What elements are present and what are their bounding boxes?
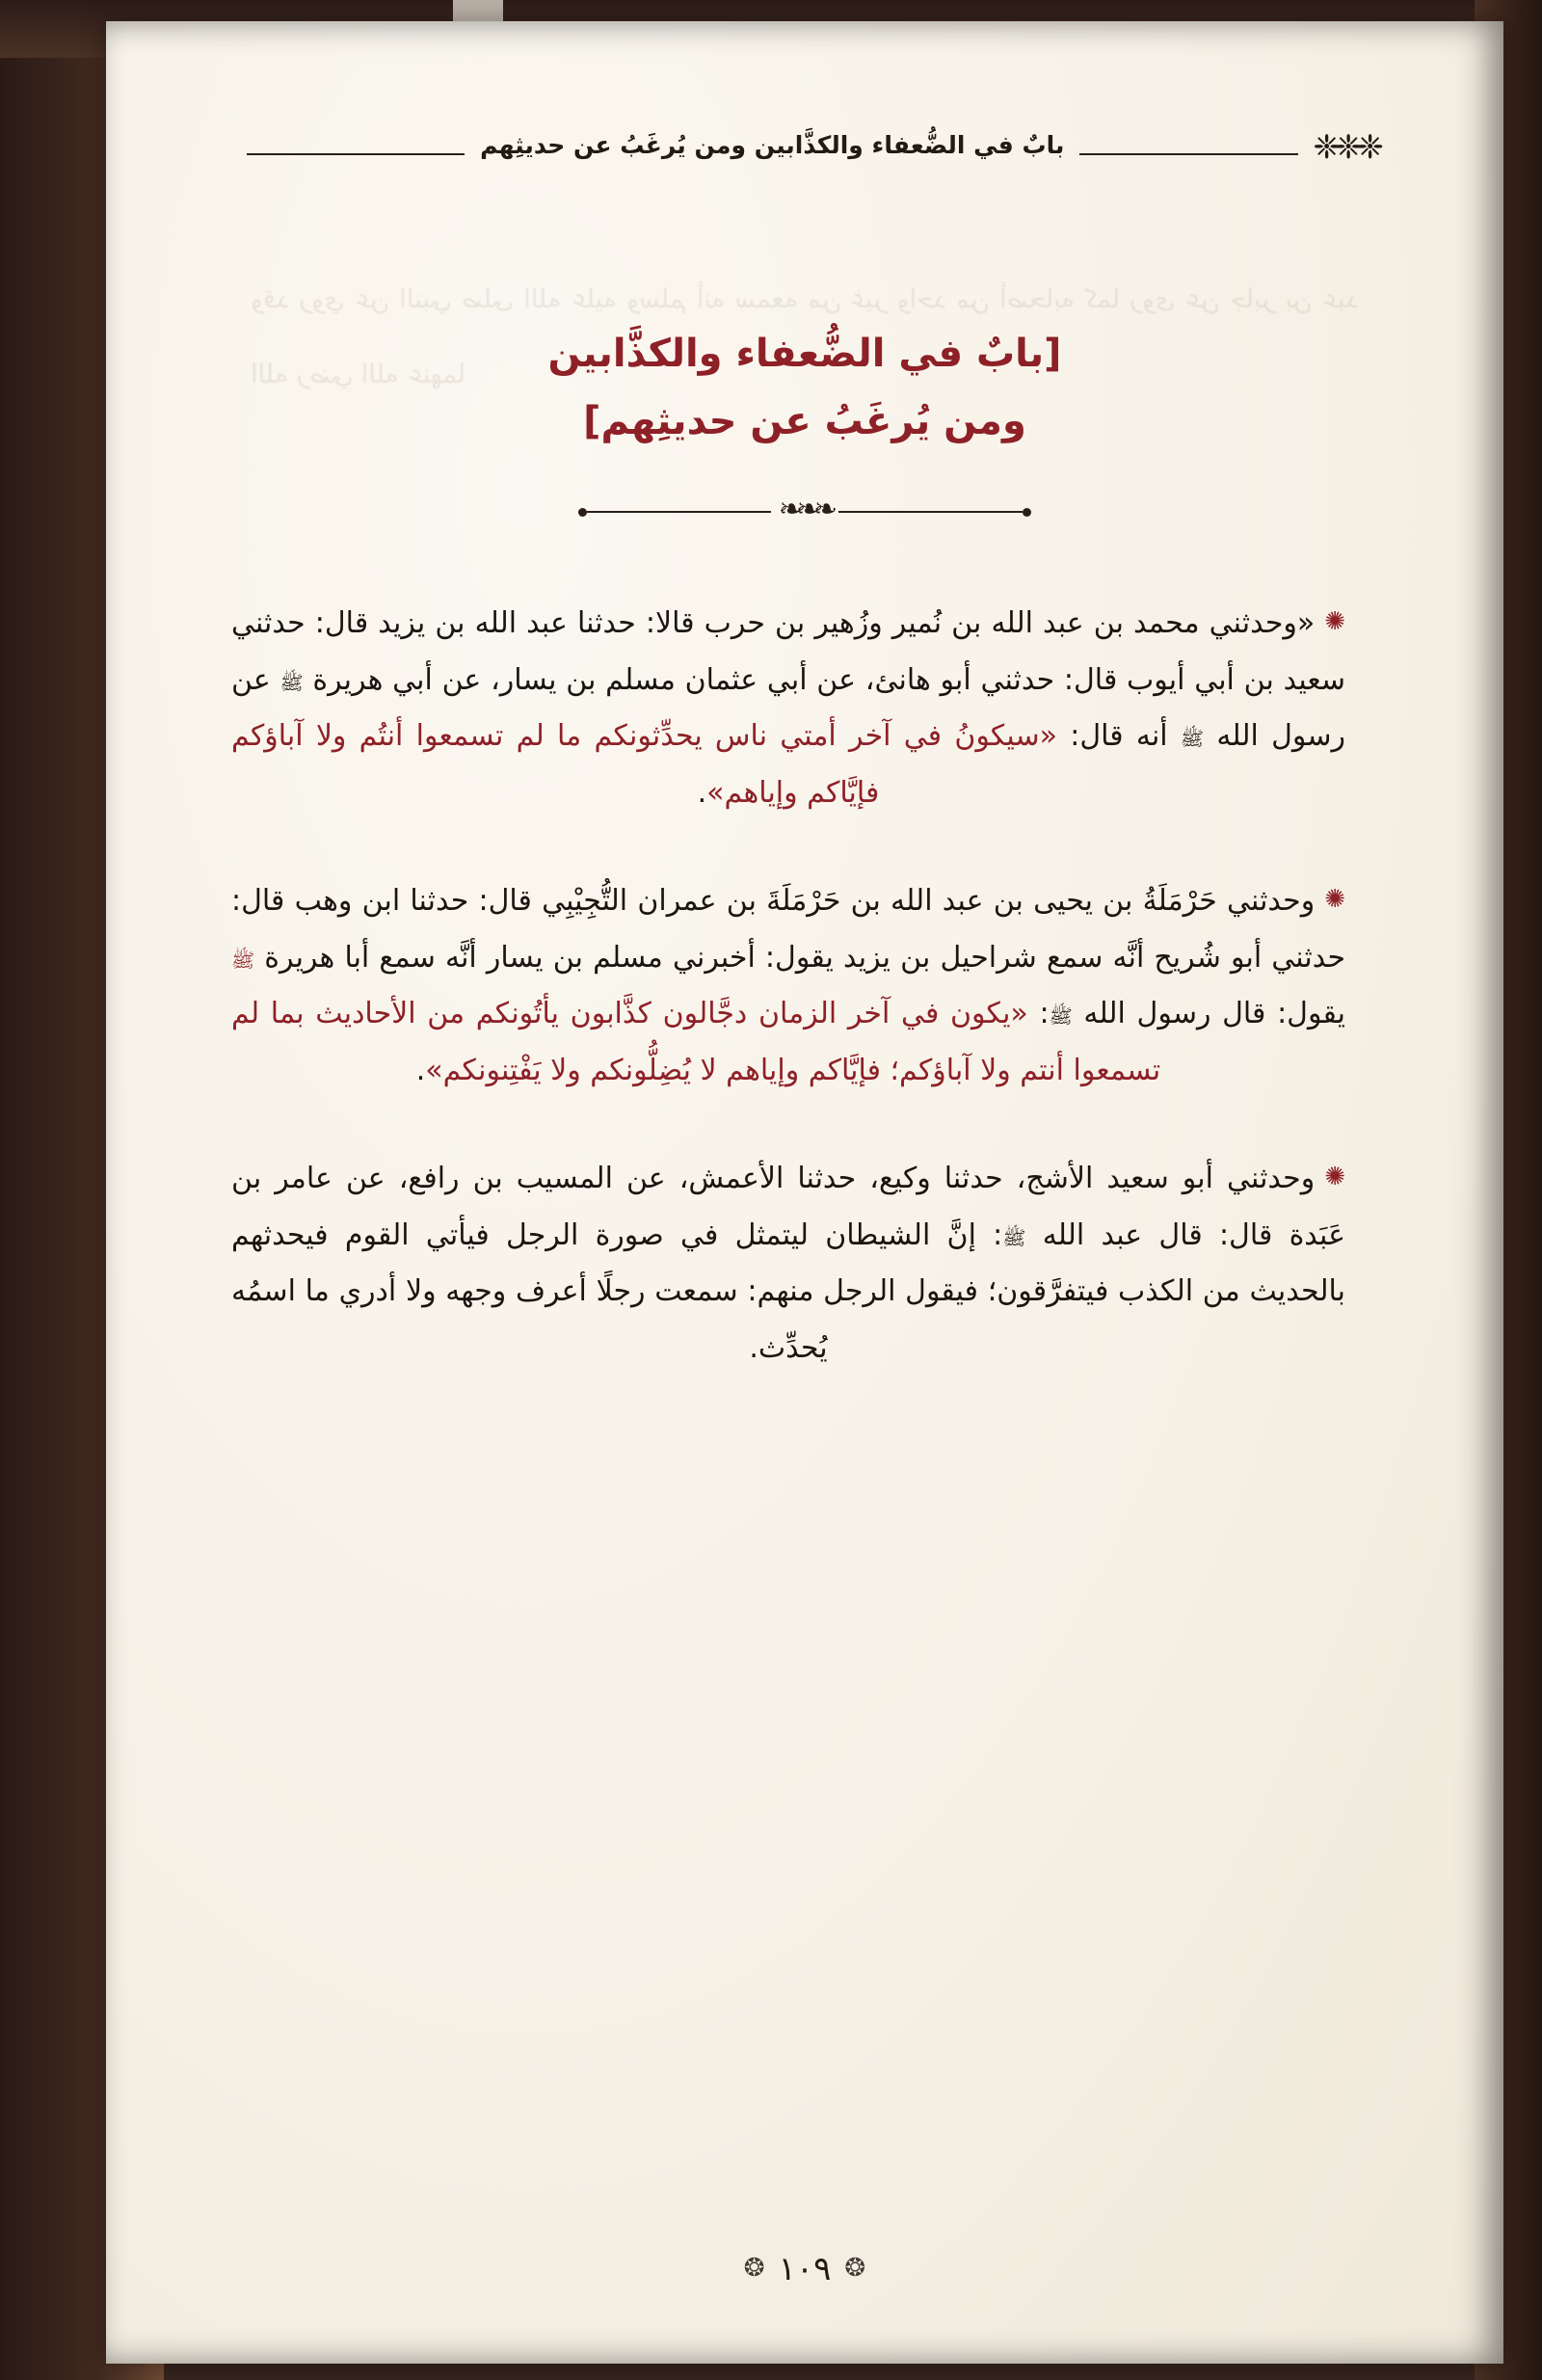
hadith-isnad-text: وحدثني أبو سعيد الأشج، حدثنا وكيع، حدثنا الأعمش، عن المسيب بن رافع، عن عامر بن عَبَدة قال: قال عبد الله <box>231 1162 1345 1252</box>
folio-ornament-right-icon: ❂ <box>844 2254 866 2283</box>
hadith-isnad-text-3: أنه قال: <box>1056 719 1181 753</box>
hadith-isnad-text: وحدثني حَرْمَلَةُ بن يحيى بن عبد الله بن حَرْمَلَةَ بن عمران التُّجِيْبِي قال: حدثنا ابن وهب قال: حدثني أبو شُريح أنَّه سمع شراحيل بن يزيد يقول: أخبرني مسلم بن يسار أنَّه سمع أبا هريرة <box>231 884 1345 975</box>
hadith-isnad-text: «وحدثني محمد بن عبد الله بن نُمير وزُهير بن حرب قالا: حدثنا عبد الله بن يزيد قال: حدثني سعيد بن أبي أيوب قال: حدثني أبو هانئ، عن أبي عثمان مسلم بن يسار، عن أبي هريرة <box>231 606 1345 697</box>
paragraph-marker-icon: ✺ <box>1324 607 1345 636</box>
verso-bleed-through: وقد روي عن النبي صلى الله عليه وسلم أنه سمعه من غير واحد من أصحابه كما روى عن جابر بن عبد الله رضي الله عنهما <box>251 284 1359 389</box>
divider-dot-left <box>578 508 587 517</box>
page-content <box>106 21 1503 2364</box>
page-folio <box>106 2250 1503 2288</box>
chapter-title-line-2: ومن يُرغَبُ عن حديثِهم] <box>583 399 1026 443</box>
divider-ornament-icon: ❧❧❧ <box>778 492 832 526</box>
hadith-matn-text: «يكون في آخر الزمان دجَّالون كذَّابون يأتُونكم من الأحاديث بما لم تسمعوا أنتم ولا آباؤكم؛ فإيَّاكم وإياهم لا يُضِلُّونكم ولا يَفْتِنونكم» <box>231 997 1161 1087</box>
divider-line-left <box>587 511 771 513</box>
body-text <box>231 596 1378 1377</box>
sallallahu-alayhi-wasallam-icon: ﷺ <box>1180 727 1205 750</box>
header-ornament-icon: ❈❈❈ <box>1313 128 1378 167</box>
divider-line-right <box>838 511 1023 513</box>
paragraph-marker-icon: ✺ <box>1324 885 1345 914</box>
hadith-isnad-text-3: : <box>1027 997 1050 1030</box>
hadith-paragraph <box>231 873 1378 1099</box>
hadith-paragraph <box>231 1151 1378 1377</box>
radiyallahu-anhu-icon: ﷺ <box>231 948 255 972</box>
folio-ornament-left-icon: ❂ <box>743 2254 765 2283</box>
paper-sheet <box>106 21 1503 2364</box>
chapter-title <box>231 320 1378 455</box>
hadith-isnad-text-2: عن رسول الله <box>231 662 1346 753</box>
hadith-isnad-text-2: يقول: قال رسول الله <box>1072 997 1345 1030</box>
running-header <box>231 114 1378 175</box>
header-rule-left <box>1079 153 1297 155</box>
chapter-title-line-1: [بابٌ في الضُّعفاء والكذَّابين <box>547 332 1062 376</box>
running-header-text: بابٌ في الضُّعفاء والكذَّابين ومن يُرغَبُ عن حديثِهم <box>480 130 1065 159</box>
hadith-matn-text: «سيكونُ في آخر أمتي ناس يحدِّثونكم ما لم تسمعوا أنتُم ولا آباؤكم فإيَّاكم وإياهم» <box>231 719 1057 810</box>
hadith-end-punctuation: . <box>415 1053 426 1087</box>
hadith-paragraph <box>231 596 1378 821</box>
divider-dot-right <box>1023 508 1031 517</box>
paragraph-marker-icon: ✺ <box>1324 1163 1345 1191</box>
radiyallahu-anhu-icon: ﷺ <box>279 670 304 694</box>
header-rule-right <box>247 153 465 155</box>
page-number: ١٠٩ <box>778 2250 832 2288</box>
hadith-end-punctuation: . <box>697 775 707 810</box>
hadith-matn-text: : إنَّ الشيطان ليتمثل في صورة الرجل فيأتي القوم فيحدثهم بالحديث من الكذب فيتفرَّقون؛ فيقول الرجل منهم: سمعت رجلًا أعرف وجهه ولا أدري ما اسمُه يُحدِّث. <box>231 1217 1345 1365</box>
radiyallahu-anhu-icon: ﷺ <box>1002 1225 1026 1249</box>
section-divider <box>578 492 1031 528</box>
sallallahu-alayhi-wasallam-icon: ﷺ <box>1049 1004 1073 1028</box>
